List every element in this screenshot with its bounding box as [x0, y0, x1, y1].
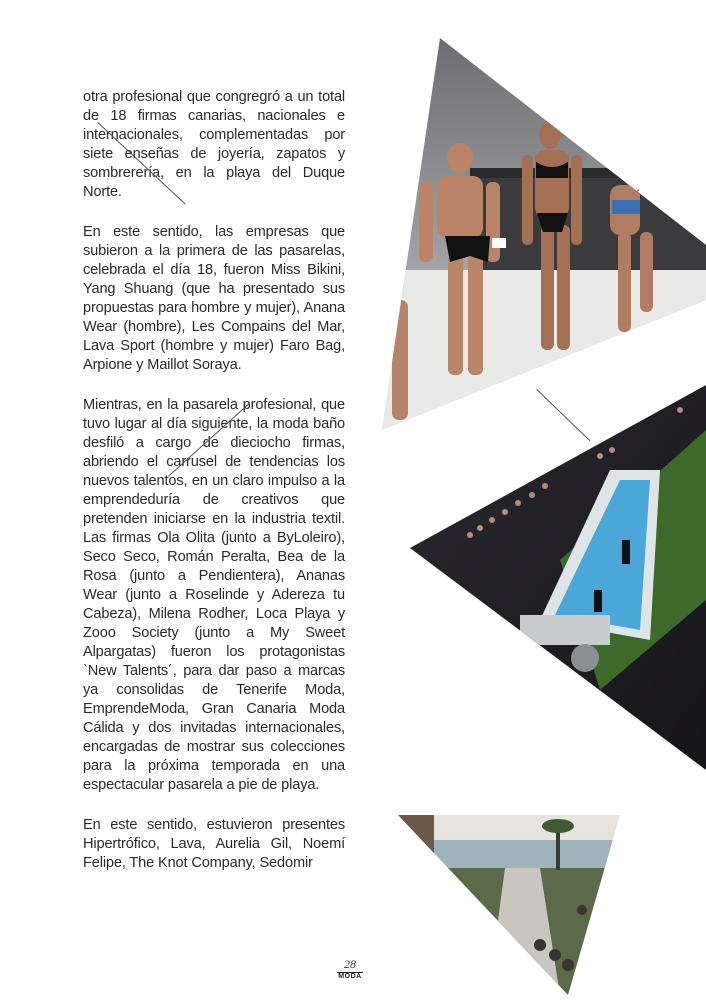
page-number: 28: [344, 957, 356, 971]
magazine-logo: MODA: [338, 973, 362, 980]
beach-runway-photo: [396, 812, 622, 1000]
models-on-runway-photo: [380, 38, 706, 440]
article-paragraph-1: otra profesional que congregró a un total de 18 firmas canarias, nacionales e internacionales, complementadas por siete enseñas de joyería, zapatos y sombrerería, en la playa del Duque Norte.: [83, 89, 345, 200]
article-paragraph-4: En este sentido, estuvieron presentes Hipertrófico, Lava, Aurelia Gil, Noemí Felipe, The Knot Company, Sedomir: [83, 817, 345, 871]
runway-night-aerial-photo: [405, 380, 706, 780]
page-footer: [320, 958, 380, 981]
article-paragraph-2: En este sentido, las empresas que subieron a la primera de las pasarelas, celebrada el día 18, fueron Miss Bikini, Yang Shuang (que ha presentado sus propuestas para hombre y mujer), Anana Wear (hombre), Les Compains del Mar, Lava Sport (hombre y mujer) Faro Bag, Arpione y Maillot Soraya.: [83, 224, 345, 373]
article-paragraph-3: Mientras, en la pasarela profesional, que tuvo lugar al día siguiente, la moda baño desfiló a cargo de dieciocho firmas, abriendo el carrusel de tendencias los nuevos talentos, en un claro impulso a la emprendeduría de creativos que pretenden iniciarse en la industria textil. Las firmas Ola Olita (junto a ByLoleiro), Seco Seco, Román Peralta, Bea de la Rosa (junto a Pendientera), Ananas Wear (junto a Roselinde y Adereza tu Cabeza), Milena Rodher, Loca Playa y Zooo Society (junto a My Sweet Alpargatas) fueron los protagonistas `New Talents´, para dar paso a marcas ya consolidas de Tenerife Moda, EmprendeModa, Gran Canaria Moda Cálida y dos invitadas internacionales, encargadas de mostrar sus colecciones para la próxima temporada en una espectacular pasarela a pie de playa.: [83, 397, 345, 793]
